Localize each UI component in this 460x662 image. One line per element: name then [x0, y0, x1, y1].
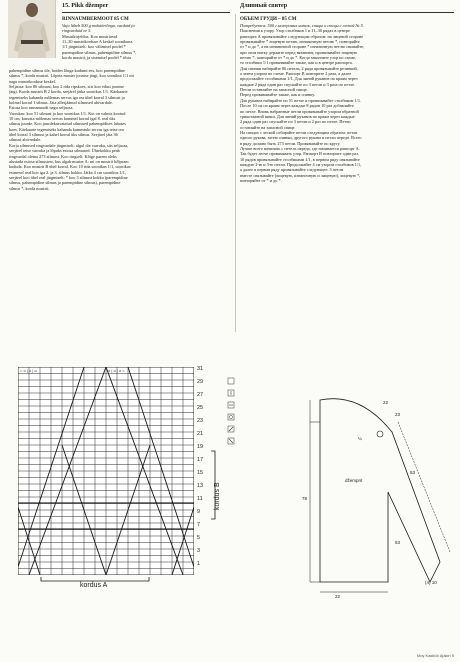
dim-sleeve: 53 [410, 470, 416, 475]
dim-side: 53 [395, 540, 401, 545]
chart-legend [226, 376, 296, 461]
schematic-piece-label: džemprit [345, 478, 363, 483]
estonian-instructions-wide: pahempidine silmus üle, hoides lõnga kudumi ees, koo parempidine silmus *, korda mustrit. Lõpeta muster joonise järgi, koo soonikut 1/1 nii nagu mustrikorduse keskel. Seljaosa: koo 86 silmust, koo 2 rida ripskoes, siis koo edasi joonise järgi. Korda mustrit B 2 korda, seejärel jätka soonikus 1/1. Käekaarte tegemiseks kahanda mõlemas servas iga rea ühel korral 3 silmust ja kolmel korral 1 silmus. Jäta allesjäänud silmused abivardale. Esiosa koo samamoodi nagu seljaosa. Varrukas: koo 51 silmust ja koo soonikus 1/1. Kui on valmis kootud 10 cm, kasvata mõlemas servas kummel korral igal 8. real üks silmus juurde. Koo juurdekasvatatud silmused pahempidises labases koes. Käekaarte tegemiseks kahanda kummaski servas iga teise rea ühel korral 3 silmust ja kahel korral üks silmus. Seejärel jäta 36 silmust abivardale. Korja silmused ringvardale järgmiselt: algul tõe varruka, siis seljaosa, seejärel teise varruka ja lõpuks esiosa silmused. Ühtekokku peab ringvardal olema 273 silmust. Koo ringselt. Kõige parem oleks alustada esiosa silmustest, kus algab muster A: mi on mustrit hõlpsam kududa. Koo mustrit B ühel korral. Koo 10 rida soonikus 1/1, soonikus esimesel real koo iga 2. ja 3. silmus kokku. Jätka 4 cm soonikus 1/1, seejärel koo ühel real järgmiselt: * koo 3 silmust kokku (parempidine silmus, pahempidine silmus ja parempidine silmus), parempidine silmus *, korda mustrit. [9, 68, 134, 191]
knitting-chart [18, 367, 194, 575]
svg-text:= o | o | o: = o | o | o [20, 368, 37, 373]
column-separator [235, 14, 236, 332]
dim-top: 22 [383, 400, 389, 405]
schematic-fraction: ¼ [358, 436, 362, 441]
model-photo [8, 0, 56, 58]
dim-height: 78 [302, 496, 308, 501]
russian-title: Длинный свитер [240, 2, 288, 9]
repeat-a-label: kordus A [80, 582, 108, 589]
page-footer: Moy Kasitöö Ajakiri 5 [416, 653, 454, 658]
russian-heading: ОБЪЕМ ГРУДИ – 85 СМ [240, 17, 297, 22]
svg-text:o | o | o =: o | o | o = [108, 368, 125, 373]
estonian-title: 15. Pikk džemper [62, 2, 109, 9]
legend-symbols [226, 376, 296, 456]
garment-schematic [300, 392, 460, 602]
estonian-instructions: RINNAÜMBERMÕÕT 85 CM Vaja läheb 500 g mohääriõnga, vardaid ja ringvardaid nr 5. Mustrikirjeldus. Koo mustriread 11–30 mustrikorduse A keskel soonikuna 1/1 järgmiselt: koo välimisel poolel * parempidine silmus, pahempidine silmus *, korda mustrit, ja sisemisel poolel * tõsta [62, 16, 232, 60]
repeat-b-label: kordus B [214, 482, 221, 510]
dim-cuff: (4) 10 [425, 580, 437, 585]
chart-row-numbers: 31 29 27 25 23 21 19 17 15 13 11 9 7 5 3 1 [197, 366, 203, 567]
dim-shoulder: 23 [395, 412, 401, 417]
dim-width: 22 [335, 594, 341, 599]
estonian-heading: RINNAÜMBERMÕÕT 85 CM [62, 17, 129, 22]
russian-instructions: ОБЪЕМ ГРУДИ – 85 СМ Потребуется: 500 г мохеровых ниток, спицы и спицы с леской № 5. Пояснения к узору. Узор столбиков 1 и 11–30 рядах в центре раппорта А провязывайте следующим образом: на лицевой стороне провязывайте * лицевую петлю, изнаночную петлю *, повторяйте от * и до *, а на изнаночной стороне * изнаночную петлю снимайте, при этом нитку держите перед вязанием, провязывайте лицевую петлю *, повторяйте от * и до *. Когда закончите узор по схеме, то столбики 1/1 провязывайте также, как и в центре раппорта. Для спинки набирайте 86 петель, 2 ряда провязывайте резинкой, а затем узором по схеме. Раппорт В повторите 2 раза, а далее продолжайте столбиками 1/1. Для линий рукавов по краям через каждые 2 ряда один раз спускайте по 3 петли и 3 раза по петле. Петли оставляйте на запасной спице. Перед провязывайте также, как и спинку. Для рукавов набирайте по 51 петле и провязывайте столбиком 1/1. После 10 см по краям через каждые 8 рядов 10 раз добавляйте по петле. Вновь набранные петли провязывайте узором обратной трикотажной вязки. Для линий рукавов по краям через каждые 2 ряда один раз спускайте по 3 петли и 2 раз по петле. Петли оставляйте на запасной спице. На спицах с леской собирайте петли следующим образом: петли одного рукава, затем спинки, другого рукава и петли переда. Всего в ряду должно быть 273 петли. Провязывайте по кругу. Лучше всего начинать с петель переда, где начинается раппорт А. Так будет легче провязывать узор. Раппорт В повторите один раз. 10 рядов провязывайте столбиками 1/1, в первом ряду связывайте каждую 2-ю и 3-ю петли. Продолжайте 4 см узором столбиков 1/1, а далее в первом ряду провязывайте следующее: 3 петли вместе связывайте (лицевую, изнаночную и лицевую), лицевую *, повторяйте от * и до *. [240, 16, 454, 183]
